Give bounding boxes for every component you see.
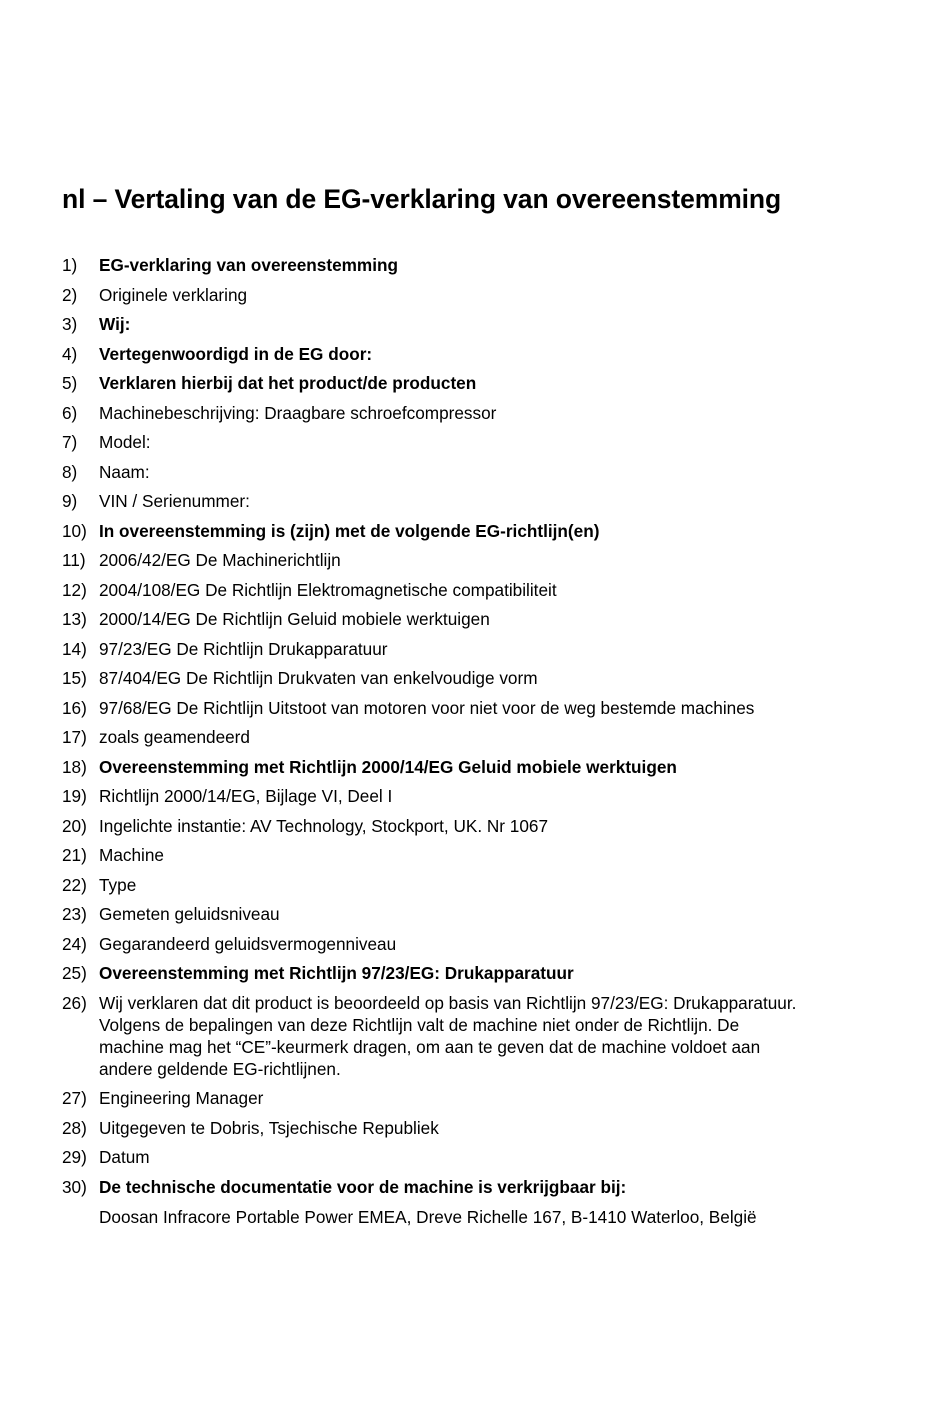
item-text: 97/68/EG De Richtlijn Uitstoot van motoren voor niet voor de weg bestemde machines (99, 697, 755, 718)
list-item (62, 520, 892, 542)
item-text: Machinebeschrijving: Draagbare schroefcompressor (99, 402, 497, 423)
list-item (62, 874, 892, 896)
item-number: 4) (62, 343, 78, 364)
list-item (62, 431, 892, 453)
item-text: Naam: (99, 461, 150, 482)
list-item (62, 372, 892, 394)
item-text: Wij verklaren dat dit product is beoordeeld op basis van Richtlijn 97/23/EG: Drukapparatuur. Volgens de bepalingen van deze Richtlijn valt de machine niet onder de Richtlijn. De machine mag het “CE”-keurmerk dragen, om aan te geven dat de machine voldoet aan andere geldende EG-richtlijnen. (99, 992, 797, 1079)
item-text: Gemeten geluidsniveau (99, 904, 280, 924)
list-item (62, 284, 892, 306)
item-text: 87/404/EG De Richtlijn Drukvaten van enkelvoudige vorm (99, 668, 538, 688)
item-number: 15) (62, 668, 87, 688)
item-number: 2) (62, 284, 78, 305)
item-number: 30) (62, 1176, 87, 1197)
page-title: nl – Vertaling van de EG-verklaring van overeenstemming (62, 184, 782, 214)
item-text: 2004/108/EG De Richtlijn Elektromagnetische compatibiliteit (99, 579, 557, 600)
item-number: 19) (62, 786, 87, 806)
item-number: 24) (62, 933, 87, 954)
documentation-address: Doosan Infracore Portable Power EMEA, Dreve Richelle 167, B-1410 Waterloo, België (99, 1207, 757, 1227)
list-item (62, 313, 892, 335)
list-item (62, 579, 892, 601)
item-text: 2000/14/EG De Richtlijn Geluid mobiele werktuigen (99, 609, 490, 629)
list-item (62, 815, 892, 837)
list-item (62, 1176, 892, 1198)
item-text: zoals geamendeerd (99, 727, 250, 747)
list-item (62, 697, 892, 719)
item-text: Overeenstemming met Richtlijn 2000/14/EG Geluid mobiele werktuigen (99, 756, 677, 777)
item-text: Wij: (99, 314, 131, 334)
item-text: Ingelichte instantie: AV Technology, Stockport, UK. Nr 1067 (99, 815, 549, 836)
item-number: 12) (62, 579, 87, 600)
item-text: VIN / Serienummer: (99, 491, 250, 511)
list-item (62, 461, 892, 483)
list-item (62, 844, 892, 866)
item-text: Machine (99, 845, 164, 865)
list-item (62, 903, 892, 925)
item-number: 13) (62, 609, 87, 629)
item-number: 18) (62, 756, 87, 777)
list-item (62, 402, 892, 424)
list-item (62, 549, 892, 571)
item-text: 2006/42/EG De Machinerichtlijn (99, 550, 341, 570)
list-item (62, 343, 892, 365)
item-text: Model: (99, 432, 151, 452)
list-item (62, 1117, 892, 1139)
item-number: 22) (62, 874, 87, 895)
list-item (62, 638, 892, 660)
item-text: Engineering Manager (99, 1088, 264, 1108)
item-text: Datum (99, 1147, 150, 1167)
list-item (62, 756, 892, 778)
list-item (62, 726, 892, 748)
item-text: 97/23/EG De Richtlijn Drukapparatuur (99, 638, 388, 659)
declaration-list (62, 254, 892, 1205)
item-text: Richtlijn 2000/14/EG, Bijlage VI, Deel I (99, 786, 393, 806)
item-number: 6) (62, 402, 78, 423)
item-number: 28) (62, 1117, 87, 1138)
item-text: Overeenstemming met Richtlijn 97/23/EG: Drukapparatuur (99, 963, 574, 983)
item-number: 20) (62, 815, 87, 836)
item-text: De technische documentatie voor de machine is verkrijgbaar bij: (99, 1176, 627, 1197)
item-number: 26) (62, 992, 87, 1013)
item-text: Uitgegeven te Dobris, Tsjechische Republiek (99, 1117, 439, 1138)
item-number: 3) (62, 314, 78, 334)
list-item (62, 608, 892, 630)
item-number: 17) (62, 727, 87, 747)
item-number: 23) (62, 904, 87, 924)
list-item (62, 1146, 892, 1168)
item-number: 11) (62, 550, 86, 570)
item-number: 21) (62, 845, 87, 865)
item-number: 7) (62, 432, 78, 452)
item-number: 25) (62, 963, 87, 983)
item-number: 16) (62, 697, 87, 718)
item-text: EG-verklaring van overeenstemming (99, 255, 398, 275)
list-item (62, 992, 892, 1080)
item-text: Originele verklaring (99, 284, 248, 305)
item-number: 5) (62, 373, 78, 393)
item-number: 14) (62, 638, 87, 659)
item-text: Type (99, 874, 137, 895)
item-number: 1) (62, 255, 78, 275)
list-item (62, 667, 892, 689)
list-item (62, 490, 892, 512)
list-item (62, 785, 892, 807)
item-text: In overeenstemming is (zijn) met de volgende EG-richtlijn(en) (99, 520, 600, 541)
list-item (62, 254, 892, 276)
list-item (62, 933, 892, 955)
list-item (62, 1087, 892, 1109)
item-number: 29) (62, 1147, 87, 1167)
item-text: Gegarandeerd geluidsvermogenniveau (99, 933, 397, 954)
item-number: 10) (62, 520, 87, 541)
item-text: Verklaren hierbij dat het product/de producten (99, 373, 477, 393)
item-number: 27) (62, 1088, 87, 1108)
item-text: Vertegenwoordigd in de EG door: (99, 343, 373, 364)
item-number: 9) (62, 491, 78, 511)
item-number: 8) (62, 461, 78, 482)
list-item (62, 962, 892, 984)
